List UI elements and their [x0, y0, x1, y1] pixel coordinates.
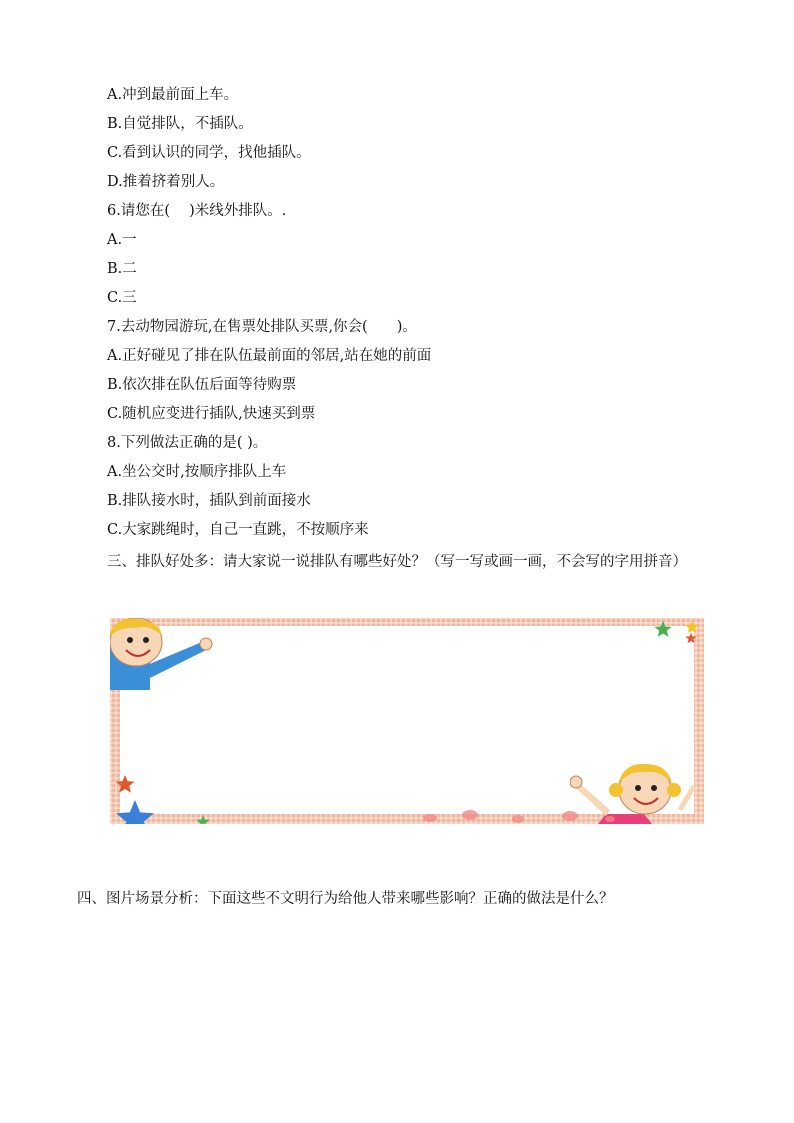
star-icon	[113, 774, 137, 794]
option-line: C.大家跳绳时，自己一直跳，不按顺序来	[107, 522, 369, 538]
section-4-heading: 四、图片场景分析：下面这些不文明行为给他人带来哪些影响？正确的做法是什么？	[77, 891, 614, 907]
option-line: B.排队接水时，插队到前面接水	[107, 493, 311, 509]
star-icon	[114, 800, 156, 824]
option-line: A.坐公交时,按顺序排队上车	[107, 464, 287, 480]
star-icon	[196, 815, 210, 824]
question-8: 8.下列做法正确的是( )。	[107, 435, 268, 451]
option-line: C.三	[107, 290, 137, 306]
question-6: 6.请您在( )米线外排队。.	[107, 203, 287, 219]
option-line: C.随机应变进行插队,快速买到票	[107, 406, 316, 422]
section-3-heading: 三、排队好处多：请大家说一说排队有哪些好处？（写一写或画一画，不会写的字用拼音）	[107, 554, 687, 570]
option-line: D.推着挤着别人。	[107, 174, 225, 190]
boy-cartoon-icon	[110, 618, 218, 690]
option-line: A.正好碰见了排在队伍最前面的邻居,站在她的前面	[107, 348, 432, 364]
option-line: B.自觉排队，不插队。	[107, 116, 253, 132]
option-line: A.一	[107, 232, 137, 248]
option-line: B.二	[107, 261, 137, 277]
question-7: 7.去动物园游玩,在售票处排队买票,你会( )。	[107, 319, 417, 335]
star-icon	[652, 620, 674, 638]
option-line: A.冲到最前面上车。	[107, 87, 239, 103]
star-icon	[684, 632, 698, 644]
option-line: B.依次排在队伍后面等待购票	[107, 377, 297, 393]
option-line: C.看到认识的同学，找他插队。	[107, 145, 311, 161]
flower-petals-icon	[420, 808, 620, 824]
